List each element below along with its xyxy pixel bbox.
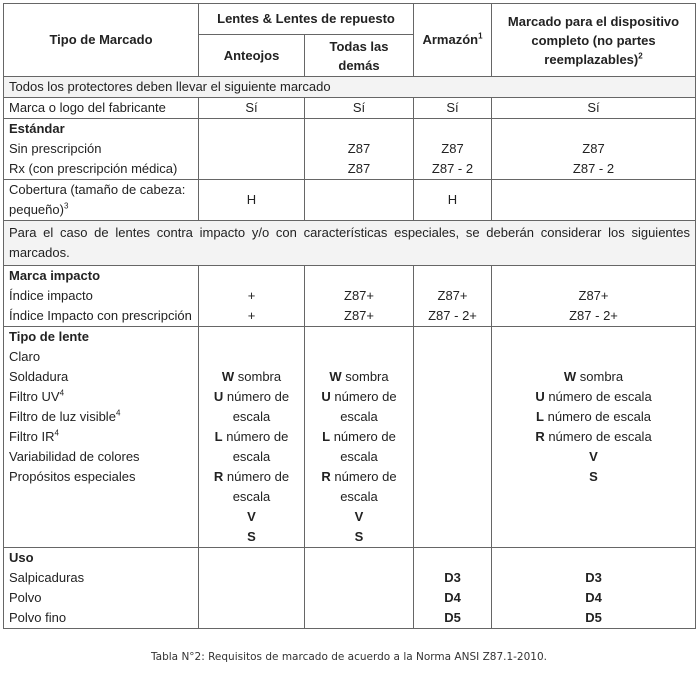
rx-dispositivo: Z87 - 2 xyxy=(572,161,615,176)
marca-logo-row xyxy=(4,98,696,119)
demas-l-mark xyxy=(310,427,408,467)
uso-armazon xyxy=(414,548,492,629)
dispositivo-l-text: número de escala xyxy=(547,409,651,424)
indice-impacto-rx-demas: Z87+ xyxy=(344,308,374,323)
rx-demas: Z87 xyxy=(347,161,371,176)
dispositivo-w-mark xyxy=(497,367,690,387)
anteojos-u-text: número de escala xyxy=(226,389,290,424)
filtro-uv-text: Filtro UV xyxy=(9,389,60,404)
tipo-lente-row xyxy=(4,327,696,548)
impacto-dispositivo xyxy=(492,266,696,327)
tipo-lente-title: Tipo de lente xyxy=(9,329,89,344)
demas-s-mark: S xyxy=(354,529,364,544)
indice-impacto-demas: Z87+ xyxy=(344,288,374,303)
impacto-title: Marca impacto xyxy=(9,268,101,283)
impacto-labels xyxy=(4,266,199,327)
anteojos-w-text: sombra xyxy=(237,369,282,384)
anteojos-r-code: R xyxy=(213,469,224,484)
filtro-luz-visible-label xyxy=(9,407,193,427)
dispositivo-u-code: U xyxy=(535,389,545,404)
polvo-fino-armazon: D5 xyxy=(444,610,461,625)
demas-u-text: número de escala xyxy=(334,389,397,424)
cobertura-label xyxy=(4,180,199,221)
header-dispositivo-note: 2 xyxy=(638,51,643,61)
indice-impacto-rx-anteojos: + xyxy=(247,308,256,323)
filtro-luz-visible-note: 4 xyxy=(115,408,121,418)
filtro-luz-visible-text: Filtro de luz visible xyxy=(9,409,116,424)
tipo-lente-dispositivo xyxy=(492,327,696,548)
anteojos-u-mark xyxy=(204,387,299,427)
estandar-dispositivo xyxy=(492,119,696,180)
cobertura-anteojos: H xyxy=(199,180,305,221)
uso-row xyxy=(4,548,696,629)
dispositivo-w-text: sombra xyxy=(579,369,624,384)
uso-demas xyxy=(305,548,414,629)
sin-prescripcion-anteojos xyxy=(204,139,299,159)
table-caption: Tabla N°2: Requisitos de marcado de acuerdo a la Norma ANSI Z87.1-2010. xyxy=(150,651,547,663)
dispositivo-w-code: W xyxy=(563,369,577,384)
claro-label: Claro xyxy=(9,349,41,364)
indice-impacto-anteojos: + xyxy=(247,288,256,303)
impacto-demas xyxy=(305,266,414,327)
dispositivo-v-mark: V xyxy=(589,449,598,464)
section1-title-row xyxy=(4,77,696,98)
section2-title-row xyxy=(4,221,696,266)
anteojos-l-text: número de escala xyxy=(226,429,289,464)
cobertura-demas xyxy=(305,180,414,221)
marca-logo-demas: Sí xyxy=(305,98,414,119)
impacto-row xyxy=(4,266,696,327)
header-tipo-marcado: Tipo de Marcado xyxy=(4,4,199,77)
variabilidad-colores-label: Variabilidad de colores xyxy=(9,449,140,464)
estandar-labels xyxy=(4,119,199,180)
section2-title: Para el caso de lentes contra impacto y/o con características especiales, se deberán considerar los siguientes marcados. xyxy=(4,221,696,266)
sin-prescripcion-dispositivo: Z87 xyxy=(582,141,605,156)
header-lentes-group: Lentes & Lentes de repuesto xyxy=(199,4,414,35)
dispositivo-r-text: número de escala xyxy=(548,429,652,444)
marca-logo-armazon: Sí xyxy=(414,98,492,119)
dispositivo-r-mark xyxy=(497,427,690,447)
anteojos-w-code: W xyxy=(221,369,235,384)
uso-labels xyxy=(4,548,199,629)
dispositivo-l-code: L xyxy=(536,409,544,424)
estandar-anteojos xyxy=(199,119,305,180)
tipo-lente-demas xyxy=(305,327,414,548)
estandar-title: Estándar xyxy=(9,121,65,136)
filtro-uv-label xyxy=(9,387,193,407)
rx-label: Rx (con prescripción médica) xyxy=(9,161,178,176)
uso-anteojos xyxy=(199,548,305,629)
propositos-especiales-label: Propósitos especiales xyxy=(9,469,136,484)
marca-logo-label: Marca o logo del fabricante xyxy=(4,98,199,119)
demas-w-code: W xyxy=(329,369,342,384)
marca-logo-dispositivo: Sí xyxy=(492,98,696,119)
anteojos-l-mark xyxy=(204,427,299,467)
salpicaduras-armazon: D3 xyxy=(444,570,461,585)
demas-u-code: U xyxy=(321,389,331,404)
section1-title: Todos los protectores deben llevar el siguiente marcado xyxy=(4,77,696,98)
rx-armazon: Z87 - 2 xyxy=(431,161,474,176)
header-armazon xyxy=(414,4,492,77)
polvo-armazon: D4 xyxy=(444,590,461,605)
sin-prescripcion-label: Sin prescripción xyxy=(9,141,102,156)
salpicaduras-dispositivo: D3 xyxy=(585,570,602,585)
polvo-label: Polvo xyxy=(9,590,42,605)
polvo-fino-label: Polvo fino xyxy=(9,610,67,625)
filtro-uv-note: 4 xyxy=(59,388,65,398)
tipo-lente-armazon xyxy=(414,327,492,548)
demas-w-text: sombra xyxy=(345,369,389,384)
estandar-row xyxy=(4,119,696,180)
anteojos-s-mark: S xyxy=(247,529,256,544)
indice-impacto-rx-label: Índice Impacto con prescripción xyxy=(9,308,192,323)
header-anteojos: Anteojos xyxy=(199,35,305,77)
polvo-fino-dispositivo: D5 xyxy=(585,610,602,625)
soldadura-label: Soldadura xyxy=(9,369,69,384)
indice-impacto-rx-armazon: Z87 - 2+ xyxy=(428,308,477,323)
tipo-lente-labels xyxy=(4,327,199,548)
polvo-dispositivo: D4 xyxy=(585,590,602,605)
demas-l-code: L xyxy=(322,429,331,444)
anteojos-u-code: U xyxy=(213,389,224,404)
filtro-ir-label xyxy=(9,427,193,447)
header-dispositivo xyxy=(492,4,696,77)
estandar-demas xyxy=(305,119,414,180)
impacto-armazon xyxy=(414,266,492,327)
header-todas-las-demas: Todas las demás xyxy=(305,35,414,77)
demas-w-mark xyxy=(310,367,408,387)
anteojos-r-text: número de escala xyxy=(226,469,290,504)
cobertura-note: 3 xyxy=(63,201,69,211)
header-row-1 xyxy=(4,4,696,35)
dispositivo-l-mark xyxy=(497,407,690,427)
demas-l-text: número de escala xyxy=(333,429,396,464)
sin-prescripcion-demas: Z87 xyxy=(347,141,371,156)
indice-impacto-dispositivo: Z87+ xyxy=(578,288,609,303)
estandar-armazon xyxy=(414,119,492,180)
indice-impacto-label: Índice impacto xyxy=(9,288,93,303)
dispositivo-u-mark xyxy=(497,387,690,407)
dispositivo-s-mark: S xyxy=(589,469,598,484)
demas-r-code: R xyxy=(321,469,331,484)
impacto-anteojos xyxy=(199,266,305,327)
header-armazon-label: Armazón xyxy=(422,32,479,47)
dispositivo-u-text: número de escala xyxy=(548,389,652,404)
rx-anteojos xyxy=(204,159,299,179)
anteojos-l-code: L xyxy=(214,429,223,444)
header-armazon-note: 1 xyxy=(478,31,483,41)
filtro-ir-text: Filtro IR xyxy=(9,429,55,444)
filtro-ir-note: 4 xyxy=(54,428,59,438)
demas-v-mark: V xyxy=(354,509,364,524)
marca-logo-anteojos: Sí xyxy=(199,98,305,119)
anteojos-w-mark xyxy=(204,367,299,387)
demas-r-text: número de escala xyxy=(334,469,397,504)
anteojos-v-mark: V xyxy=(247,509,256,524)
indice-impacto-armazon: Z87+ xyxy=(437,288,468,303)
dispositivo-r-code: R xyxy=(535,429,545,444)
anteojos-r-mark xyxy=(204,467,299,507)
demas-r-mark xyxy=(310,467,408,507)
cobertura-row xyxy=(4,180,696,221)
uso-title: Uso xyxy=(9,550,34,565)
sin-prescripcion-armazon: Z87 xyxy=(441,141,464,156)
header-dispositivo-label: Marcado para el dispositivo completo (no partes reemplazables) xyxy=(507,13,680,67)
cobertura-armazon: H xyxy=(414,180,492,221)
cobertura-dispositivo xyxy=(492,180,696,221)
indice-impacto-rx-dispositivo: Z87 - 2+ xyxy=(569,308,618,323)
tipo-lente-anteojos xyxy=(199,327,305,548)
marking-requirements-table xyxy=(3,3,696,629)
demas-u-mark xyxy=(310,387,408,427)
salpicaduras-label: Salpicaduras xyxy=(9,570,85,585)
cobertura-label-text: Cobertura (tamaño de cabeza: pequeño) xyxy=(9,182,186,217)
uso-dispositivo xyxy=(492,548,696,629)
